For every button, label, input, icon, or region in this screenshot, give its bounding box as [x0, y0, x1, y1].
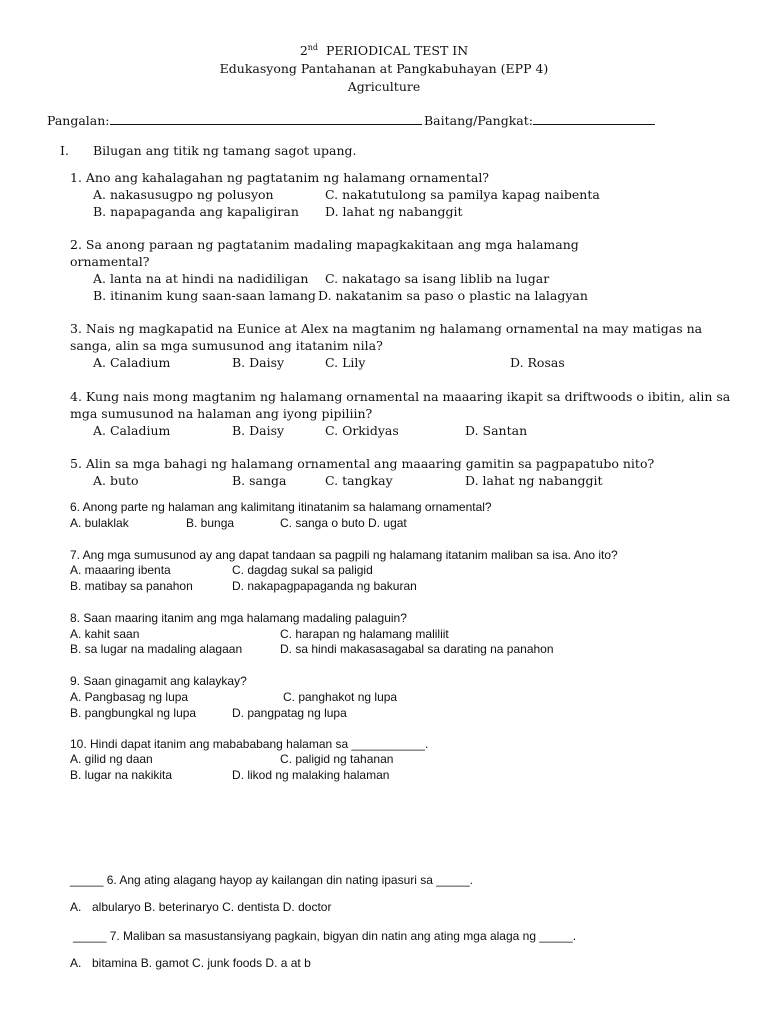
- component-title: Agriculture: [347, 79, 421, 94]
- choice-b[interactable]: B. sanga: [232, 473, 287, 488]
- name-label: Pangalan:: [47, 113, 110, 128]
- choice-d[interactable]: D. pangpatag ng lupa: [232, 706, 347, 720]
- choice-d[interactable]: D. Rosas: [510, 355, 565, 370]
- question-stem-cont: sanga, alin sa mga sumusunod ang itatanim nila?: [70, 338, 383, 353]
- choice-a[interactable]: A. buto: [93, 473, 139, 488]
- choices[interactable]: bitamina B. gamot C. junk foods D. a at b: [92, 956, 311, 970]
- choice-a[interactable]: A. maaaring ibenta: [70, 563, 171, 577]
- choice-a[interactable]: A. Caladium: [93, 355, 171, 370]
- question-stem: _____ 7. Maliban sa masustansiyang pagkain, bigyan din natin ang ating mga alaga ng _____.: [73, 929, 577, 943]
- choice-letter: A.: [70, 956, 82, 970]
- choice-b[interactable]: B. lugar na nakikita: [70, 768, 173, 782]
- choice-d[interactable]: D. lahat ng nabanggit: [325, 204, 463, 219]
- choice-d[interactable]: D. likod ng malaking halaman: [232, 768, 390, 782]
- grade-blank[interactable]: [533, 112, 655, 125]
- title-text: PERIODICAL TEST IN: [326, 43, 469, 59]
- ordinal-suffix: nd: [307, 43, 319, 52]
- choice-a[interactable]: A. Pangbasag ng lupa: [70, 690, 189, 704]
- grade-field[interactable]: [424, 112, 655, 129]
- test-title: [0, 43, 768, 59]
- name-field[interactable]: [47, 112, 422, 129]
- choice-c[interactable]: C. paligid ng tahanan: [280, 752, 394, 766]
- choice-a[interactable]: A. gilid ng daan: [70, 752, 153, 766]
- section-number: I.: [60, 143, 69, 158]
- choice-b[interactable]: B. pangbungkal ng lupa: [70, 706, 197, 720]
- question-stem-cont: ornamental?: [70, 254, 150, 269]
- choice-c[interactable]: C. nakatago sa isang liblib na lugar: [325, 271, 550, 286]
- choice-d[interactable]: D. sa hindi makasasagabal sa darating na panahon: [280, 642, 554, 656]
- choice-letter: A.: [70, 900, 82, 914]
- choice-c[interactable]: C. dagdag sukal sa paligid: [232, 563, 373, 577]
- subject-title: Edukasyong Pantahanan at Pangkabuhayan (EPP 4): [219, 61, 549, 76]
- question-stem: 10. Hindi dapat itanim ang mabababang halaman sa ___________.: [70, 737, 429, 751]
- choice-cd[interactable]: C. sanga o buto D. ugat: [280, 516, 407, 530]
- name-blank[interactable]: [110, 112, 422, 125]
- question-stem: 4. Kung nais mong magtanim ng halamang ornamental na maaaring ikapit sa driftwoods o ibitin, alin sa: [70, 389, 731, 404]
- choice-d[interactable]: D. nakatanim sa paso o plastic na lalagyan: [318, 288, 588, 303]
- question-stem: 8. Saan maaring itanim ang mga halamang madaling palaguin?: [70, 611, 407, 625]
- choice-c[interactable]: C. harapan ng halamang maliliit: [280, 627, 449, 641]
- question-stem: _____ 6. Ang ating alagang hayop ay kailangan din nating ipasuri sa _____.: [70, 873, 473, 887]
- choice-a[interactable]: A. nakasusugpo ng polusyon: [93, 187, 274, 202]
- choice-b[interactable]: B. napapaganda ang kapaligiran: [93, 204, 299, 219]
- choice-c[interactable]: C. nakatutulong sa pamilya kapag naibenta: [325, 187, 600, 202]
- question-stem: 2. Sa anong paraan ng pagtatanim madaling mapagkakitaan ang mga halamang: [70, 237, 579, 252]
- choice-c[interactable]: C. Lily: [325, 355, 366, 370]
- choice-c[interactable]: C. panghakot ng lupa: [283, 690, 398, 704]
- choice-a[interactable]: A. Caladium: [93, 423, 171, 438]
- question-stem: 3. Nais ng magkapatid na Eunice at Alex na magtanim ng halamang ornamental na may matigas na: [70, 321, 703, 336]
- question-stem: 1. Ano ang kahalagahan ng pagtatanim ng halamang ornamental?: [70, 170, 490, 185]
- question-stem: 9. Saan ginagamit ang kalaykay?: [70, 674, 247, 688]
- choice-a[interactable]: A. lanta na at hindi na nadidiligan: [93, 271, 309, 286]
- choice-c[interactable]: C. tangkay: [325, 473, 393, 488]
- grade-label: Baitang/Pangkat:: [424, 113, 533, 128]
- choice-b[interactable]: B. Daisy: [232, 355, 285, 370]
- choice-d[interactable]: D. Santan: [465, 423, 528, 438]
- question-stem: 5. Alin sa mga bahagi ng halamang ornamental ang maaaring gamitin sa pagpapatubo nito?: [70, 456, 655, 471]
- section-instruction: Bilugan ang titik ng tamang sagot upang.: [93, 143, 357, 158]
- choice-b[interactable]: B. itinanim kung saan-saan lamang: [93, 288, 316, 303]
- choice-a[interactable]: A. bulaklak: [70, 516, 129, 530]
- choice-d[interactable]: D. nakapagpapaganda ng bakuran: [232, 579, 417, 593]
- choice-b[interactable]: B. bunga: [186, 516, 235, 530]
- question-stem: 6. Anong parte ng halaman ang kalimitang itinatanim sa halamang ornamental?: [70, 500, 492, 514]
- choice-b[interactable]: B. sa lugar na madaling alagaan: [70, 642, 243, 656]
- choices[interactable]: albularyo B. beterinaryo C. dentista D. doctor: [92, 900, 332, 914]
- question-stem: 7. Ang mga sumusunod ay ang dapat tandaan sa pagpili ng halamang itatanim maliban sa isa. Ano ito?: [70, 548, 618, 562]
- choice-c[interactable]: C. Orkidyas: [325, 423, 399, 438]
- ordinal-number: 2: [299, 43, 308, 59]
- choice-b[interactable]: B. Daisy: [232, 423, 285, 438]
- choice-b[interactable]: B. matibay sa panahon: [70, 579, 193, 593]
- choice-a[interactable]: A. kahit saan: [70, 627, 140, 641]
- question-stem-cont: mga sumusunod na halaman ang iyong pipiliin?: [70, 406, 373, 421]
- choice-d[interactable]: D. lahat ng nabanggit: [465, 473, 603, 488]
